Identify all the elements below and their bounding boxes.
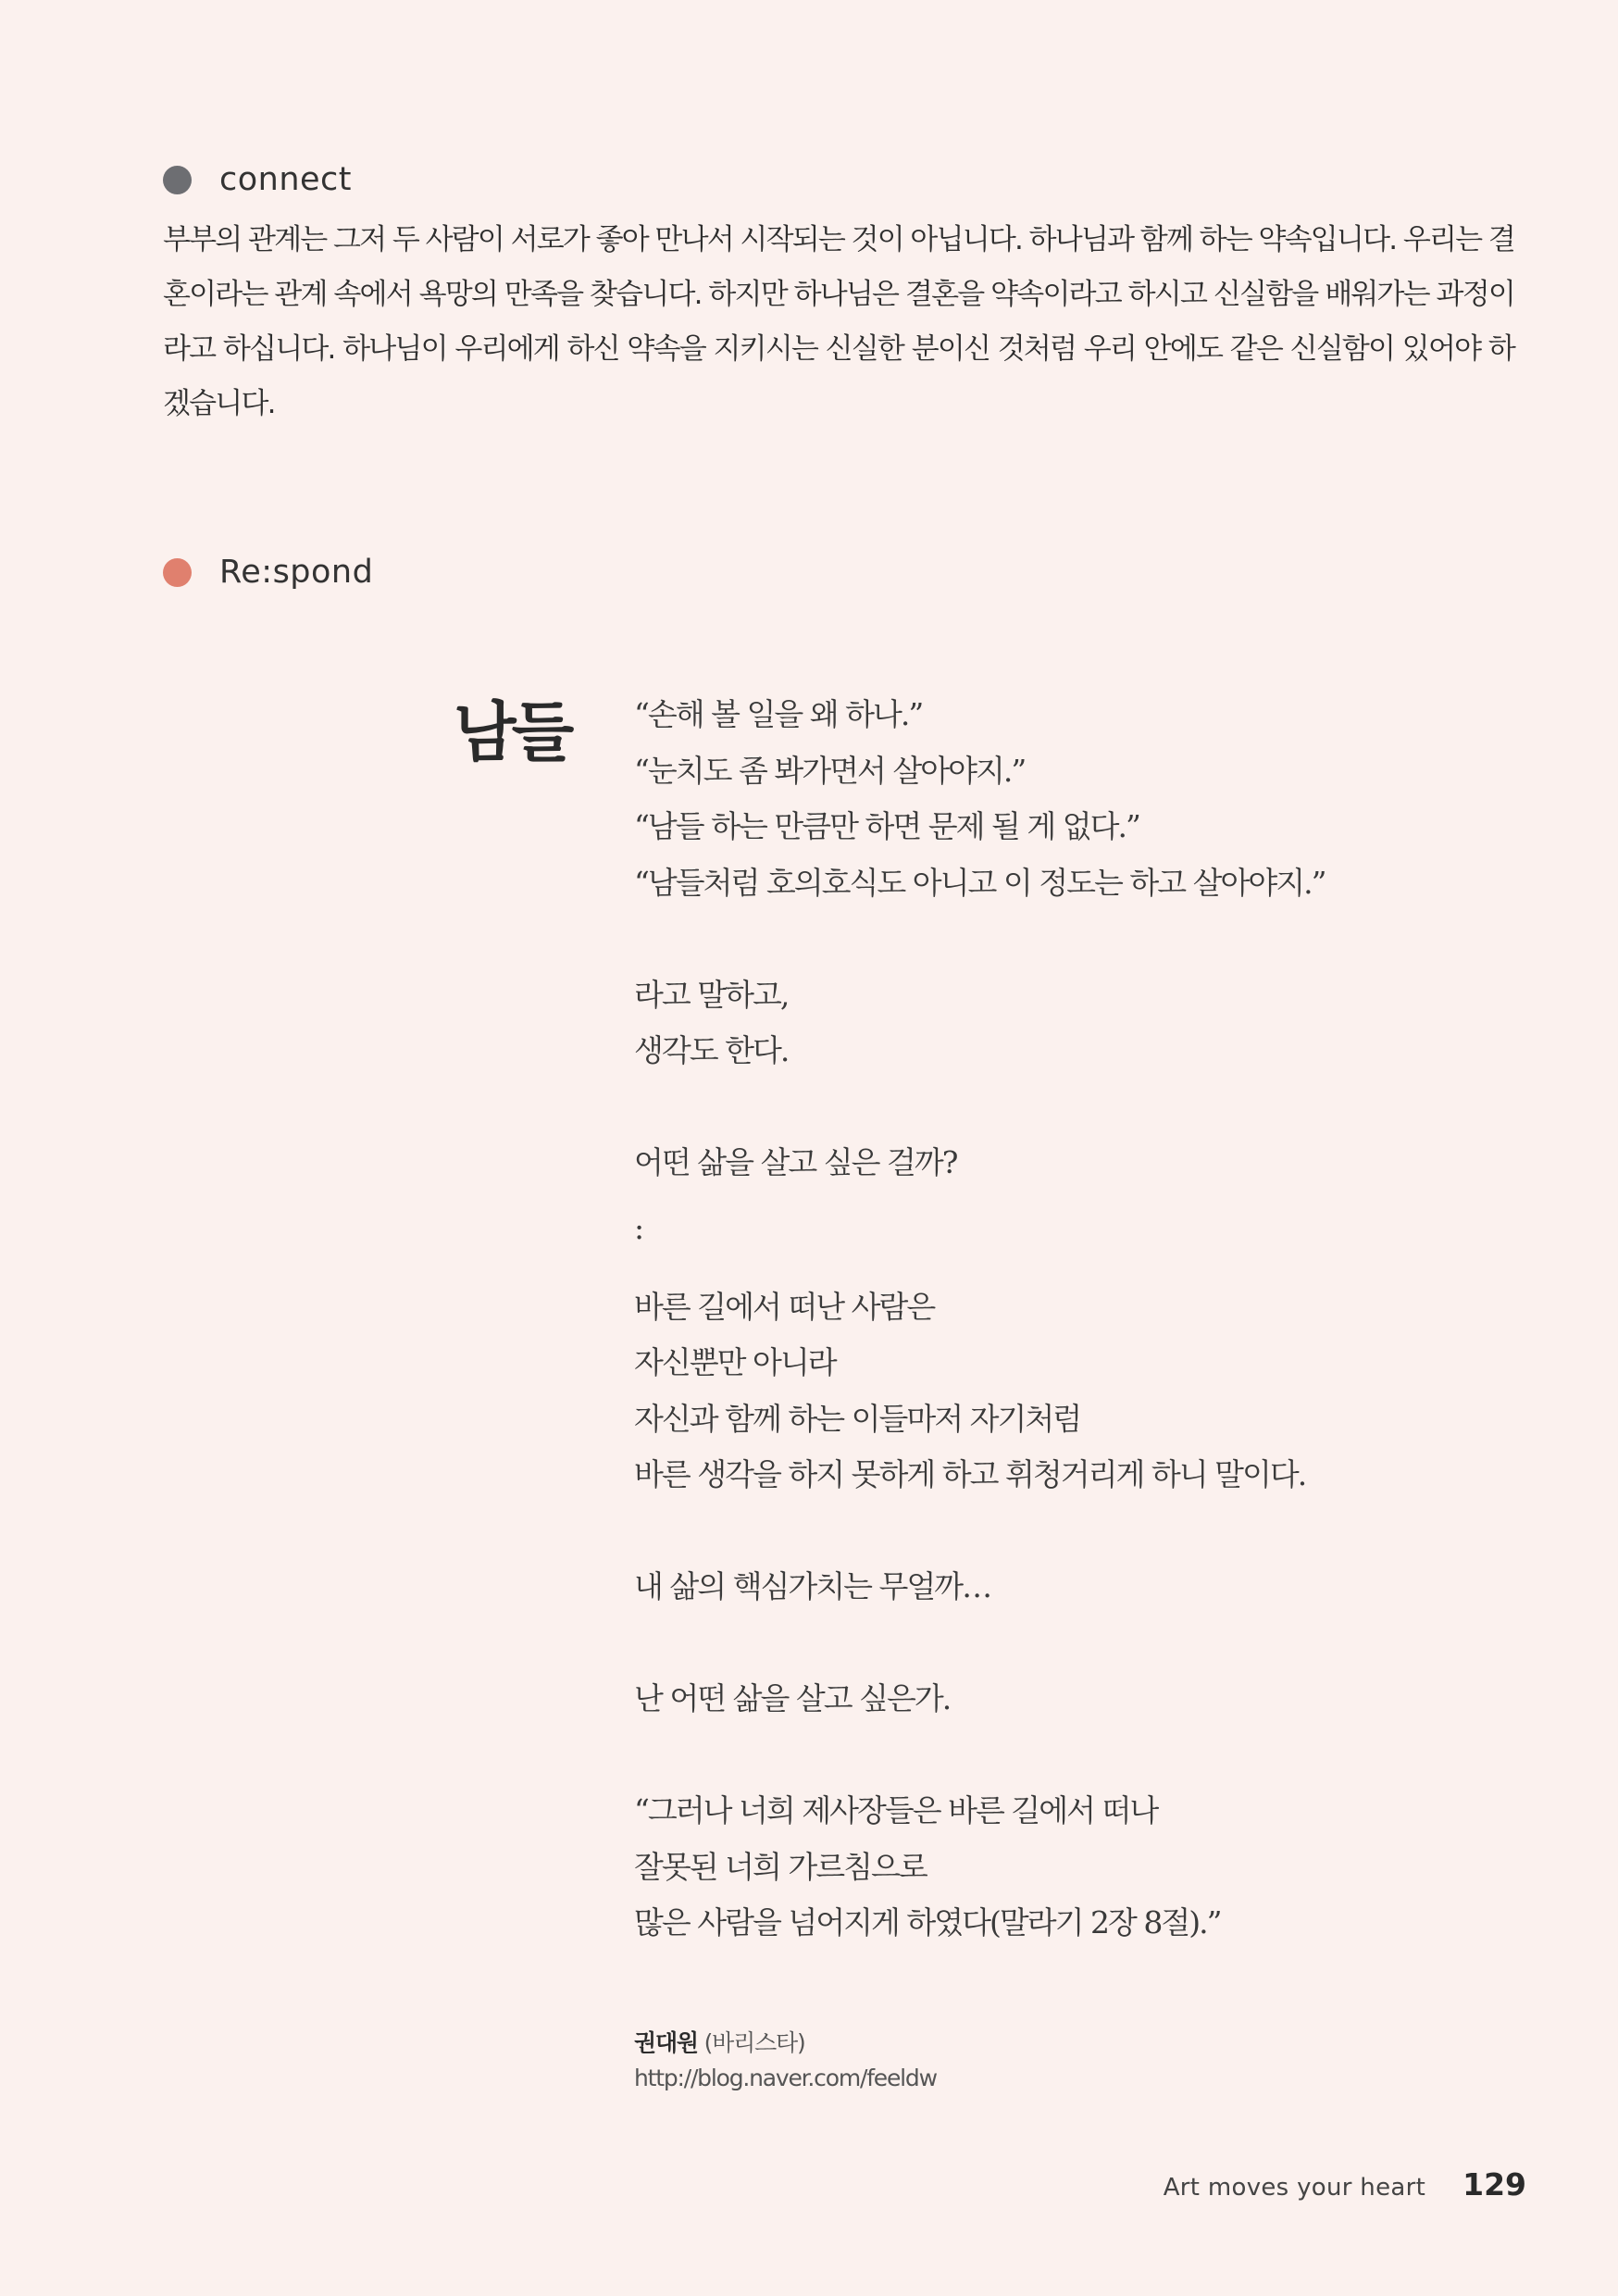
author-blog-link[interactable]: http://blog.naver.com/feeldw <box>634 2065 937 2091</box>
poem-line: 라고 말하고, <box>634 976 789 1013</box>
poem-stanza-gap <box>634 1728 1523 1784</box>
poem-line: “그러나 너희 제사장들은 바른 길에서 떠나 <box>634 1792 1158 1828</box>
poem-title: 남들 <box>454 693 570 770</box>
poem-line: 잘못된 너희 가르침으로 <box>634 1848 927 1885</box>
page-footer <box>1164 2166 1526 2202</box>
poem-line: “눈치도 좀 봐가면서 살아야지.” <box>634 752 1026 789</box>
author-name: 권대원 <box>634 2029 698 2056</box>
poem-line: 많은 사람을 넘어지게 하였다(말라기 2장 8절).” <box>634 1904 1221 1940</box>
footer-tagline: Art moves your heart <box>1163 2174 1426 2202</box>
respond-section-header <box>163 554 373 591</box>
poem-line: 난 어떤 삶을 살고 싶은가. <box>634 1680 951 1716</box>
poem-stanza-gap <box>634 1504 1523 1560</box>
poem-line: “손해 볼 일을 왜 하나.” <box>634 696 923 732</box>
author-role: (바리스타) <box>703 2029 805 2056</box>
poem-line: “남들처럼 호의호식도 아니고 이 정도는 하고 살아야지.” <box>634 864 1326 901</box>
poem-line: “남들 하는 만큼만 하면 문제 될 게 없다.” <box>634 808 1139 844</box>
author-credit <box>634 2026 937 2096</box>
connect-heading: connect <box>219 161 353 198</box>
connect-body-text: 부부의 관계는 그저 두 사람이 서로가 좋아 만나서 시작되는 것이 아닙니다. 하나님과 함께 하는 약속입니다. 우리는 결혼이라는 관계 속에서 욕망의 만족을 찾습니다. 하지만 하나님은 결혼을 약속이라고 하시고 신실함을 배워가는 과정이라고 하십니다. 하나님이 우리에게 하신 약속을 지키시는 신실한 분이신 것처럼 우리 안에도 같은 신실함이 있어야 하겠습니다. <box>163 223 1514 420</box>
poem-stanza-gap <box>634 1616 1523 1672</box>
connect-section-header <box>163 161 352 198</box>
poem-body <box>634 687 1523 1952</box>
respond-heading: Re:spond <box>219 554 374 591</box>
poem-line: 생각도 한다. <box>634 1032 789 1068</box>
poem-line: 바른 길에서 떠난 사람은 <box>634 1288 935 1325</box>
poem-line: 어떤 삶을 살고 싶은 걸까? <box>634 1144 957 1180</box>
poem-line: 자신뿐만 아니라 <box>634 1344 836 1380</box>
poem-line: 바른 생각을 하지 못하게 하고 휘청거리게 하니 말이다. <box>634 1456 1306 1492</box>
page-number: 129 <box>1462 2166 1526 2202</box>
connect-bullet-icon <box>163 166 192 194</box>
respond-bullet-icon <box>163 558 192 587</box>
poem-stanza-gap <box>634 1079 1523 1136</box>
poem-stanza-gap <box>634 911 1523 967</box>
poem-line: 자신과 함께 하는 이들마저 자기처럼 <box>634 1400 1081 1437</box>
poem-line: 내 삶의 핵심가치는 무얼까… <box>634 1568 991 1604</box>
poem-divider: : <box>634 1209 643 1246</box>
